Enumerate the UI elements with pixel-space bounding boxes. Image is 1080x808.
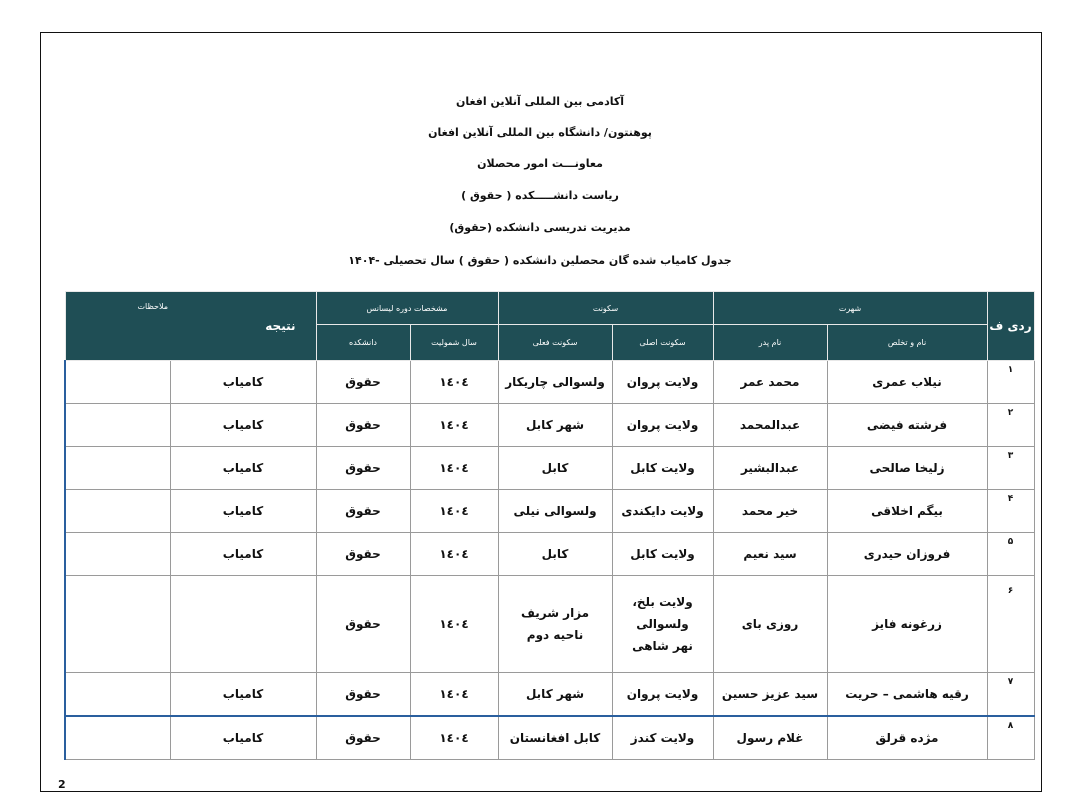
enrollment-year: ۱٤۰٤ xyxy=(410,490,498,533)
header-enrollment-year: سال شمولیت xyxy=(410,325,498,361)
remarks xyxy=(65,404,170,447)
header-row-number: ردی ف xyxy=(987,292,1034,361)
row-number: ۲ xyxy=(987,404,1034,447)
table-row xyxy=(65,576,1034,673)
result: کامیاب xyxy=(170,533,316,576)
original-residence: ولایت کابل xyxy=(612,447,713,490)
original-residence: ولایت پروان xyxy=(612,673,713,717)
original-residence: ولایت بلخ، ولسوالی نهر شاهی xyxy=(612,576,713,673)
header-faculty: دانشکده xyxy=(316,325,410,361)
result: کامیاب xyxy=(170,361,316,404)
current-residence: ولسوالی نیلی xyxy=(498,490,612,533)
graduates-table xyxy=(64,291,1035,760)
header-residence: سکونت xyxy=(498,292,713,325)
table-row xyxy=(65,673,1034,717)
faculty: حقوق xyxy=(316,716,410,760)
page-number: 2 xyxy=(58,778,66,791)
current-residence: شهر کابل xyxy=(498,404,612,447)
faculty: حقوق xyxy=(316,576,410,673)
original-residence: ولایت پروان xyxy=(612,361,713,404)
academy-name: آکادمی بین المللی آنلاین افغان xyxy=(455,95,625,108)
original-residence: ولایت کندز xyxy=(612,716,713,760)
row-number: ۱ xyxy=(987,361,1034,404)
result xyxy=(170,576,316,673)
student-name: زرغونه فایز xyxy=(827,576,987,673)
result: کامیاب xyxy=(170,404,316,447)
header-bachelor: مشخصات دوره لیسانس xyxy=(316,292,498,325)
result: کامیاب xyxy=(170,447,316,490)
student-name: بیگم اخلاقی xyxy=(827,490,987,533)
enrollment-year: ۱٤۰٤ xyxy=(410,533,498,576)
table-row xyxy=(65,716,1034,760)
row-number: ۳ xyxy=(987,447,1034,490)
remarks xyxy=(65,533,170,576)
father-name: عبدالبشیر xyxy=(713,447,827,490)
current-residence: کابل xyxy=(498,533,612,576)
table-title: جدول کامیاب شده گان محصلین دانشکده ( حقوق ) سال تحصیلی -۱۴۰۴ xyxy=(348,254,732,267)
header-result: نتیجه xyxy=(265,319,296,333)
faculty: حقوق xyxy=(316,490,410,533)
father-name: خیر محمد xyxy=(713,490,827,533)
header-name: نام و تخلص xyxy=(827,325,987,361)
current-residence: شهر کابل xyxy=(498,673,612,717)
father-name: عبدالمحمد xyxy=(713,404,827,447)
student-name: مژده قرلق xyxy=(827,716,987,760)
student-name: رقیه هاشمی – حریت xyxy=(827,673,987,717)
enrollment-year: ۱٤۰٤ xyxy=(410,447,498,490)
table-row xyxy=(65,361,1034,404)
header-identity: شهرت xyxy=(713,292,987,325)
table-row xyxy=(65,490,1034,533)
current-residence: کابل xyxy=(498,447,612,490)
deputy-office: معاونـــت امور محصلان xyxy=(477,157,603,170)
remarks xyxy=(65,576,170,673)
remarks xyxy=(65,716,170,760)
current-residence: کابل افغانستان xyxy=(498,716,612,760)
row-number: ۴ xyxy=(987,490,1034,533)
result: کامیاب xyxy=(170,490,316,533)
father-name: روزی بای xyxy=(713,576,827,673)
header-remarks: ملاحظات xyxy=(137,302,169,311)
faculty: حقوق xyxy=(316,533,410,576)
result: کامیاب xyxy=(170,673,316,717)
remarks xyxy=(65,447,170,490)
remarks xyxy=(65,361,170,404)
enrollment-year: ۱٤۰٤ xyxy=(410,673,498,717)
student-name: نیلاب عمری xyxy=(827,361,987,404)
row-number: ۷ xyxy=(987,673,1034,717)
faculty: حقوق xyxy=(316,404,410,447)
faculty: حقوق xyxy=(316,673,410,717)
header-father: نام پدر xyxy=(713,325,827,361)
faculty: حقوق xyxy=(316,447,410,490)
row-number: ۵ xyxy=(987,533,1034,576)
current-residence: مزار شریف ناحیه دوم xyxy=(498,576,612,673)
teaching-management: مدیریت تدریسی دانشکده (حقوق) xyxy=(449,221,631,234)
university-name: پوهنتون/ دانشگاه بین المللی آنلاین افغان xyxy=(428,126,652,139)
father-name: غلام رسول xyxy=(713,716,827,760)
student-name: فروزان حیدری xyxy=(827,533,987,576)
original-residence: ولایت کابل xyxy=(612,533,713,576)
remarks xyxy=(65,673,170,717)
table-row xyxy=(65,533,1034,576)
student-name: فرشته فیضی xyxy=(827,404,987,447)
enrollment-year: ۱٤۰٤ xyxy=(410,576,498,673)
header-result-remarks xyxy=(65,292,316,361)
remarks xyxy=(65,490,170,533)
enrollment-year: ۱٤۰٤ xyxy=(410,361,498,404)
header-original-residence: سکونت اصلی xyxy=(612,325,713,361)
father-name: سید نعیم xyxy=(713,533,827,576)
father-name: محمد عمر xyxy=(713,361,827,404)
table-row xyxy=(65,404,1034,447)
enrollment-year: ۱٤۰٤ xyxy=(410,716,498,760)
original-residence: ولایت دایکندی xyxy=(612,490,713,533)
row-number: ۶ xyxy=(987,576,1034,673)
result: کامیاب xyxy=(170,716,316,760)
current-residence: ولسوالی چاریکار xyxy=(498,361,612,404)
header-current-residence: سکونت فعلی xyxy=(498,325,612,361)
student-name: زلیخا صالحی xyxy=(827,447,987,490)
faculty-presidency: ریاست دانشـــــکده ( حقوق ) xyxy=(461,189,619,202)
father-name: سید عزیز حسین xyxy=(713,673,827,717)
table-row xyxy=(65,447,1034,490)
row-number: ۸ xyxy=(987,716,1034,760)
faculty: حقوق xyxy=(316,361,410,404)
original-residence: ولایت پروان xyxy=(612,404,713,447)
enrollment-year: ۱٤۰٤ xyxy=(410,404,498,447)
